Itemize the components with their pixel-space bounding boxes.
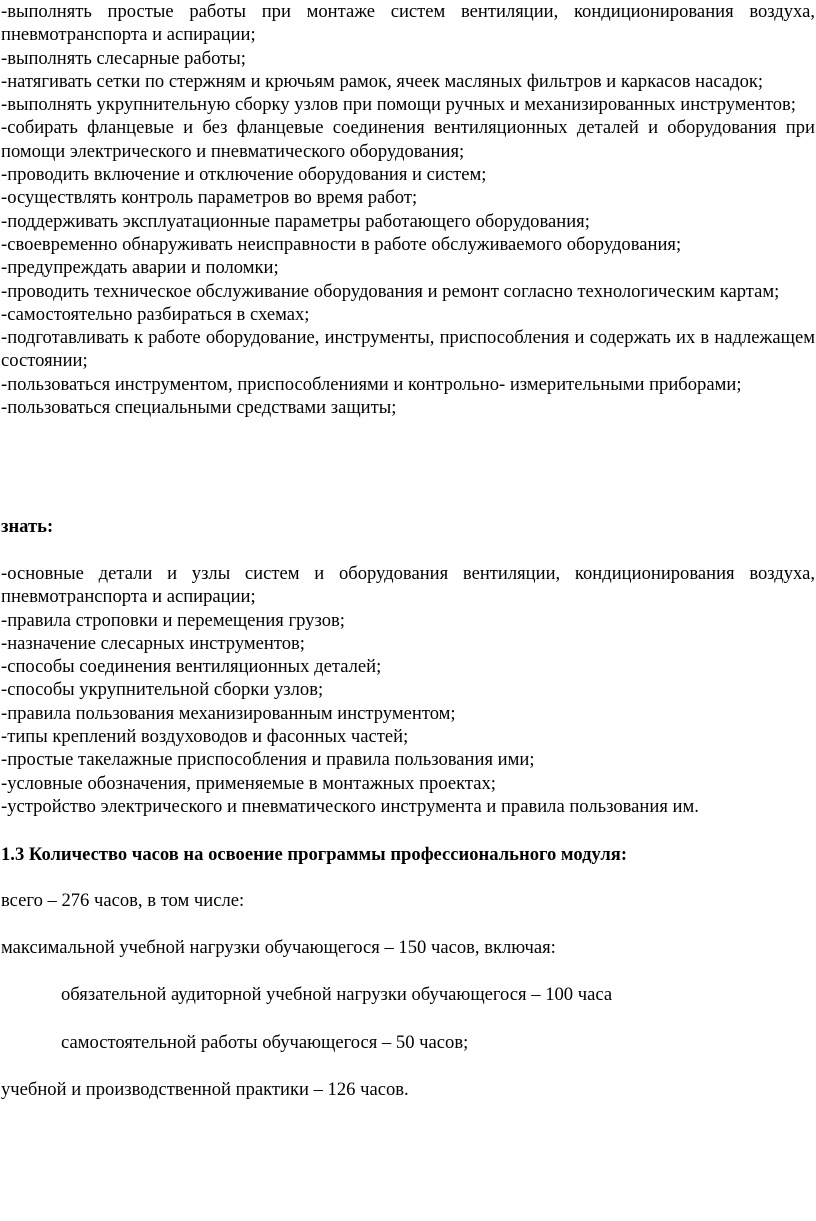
list-item: -правила пользования механизированным инструментом; (1, 702, 456, 724)
list-item: -собирать фланцевые и без фланцевые соединения вентиляционных деталей и оборудования при помощи электрического и пневматического оборудования; (1, 117, 815, 162)
list-item: -правила строповки и перемещения грузов; (1, 609, 345, 631)
list-item: -способы соединения вентиляционных деталей; (1, 656, 382, 678)
list-item: -проводить техническое обслуживание оборудования и ремонт согласно технологическим картам; (1, 280, 780, 302)
list-item: -устройство электрического и пневматического инструмента и правила пользования им. (1, 795, 699, 817)
list-item: -простые такелажные приспособления и правила пользования ими; (1, 749, 535, 771)
list-item: -выполнять простые работы при монтаже систем вентиляции, кондиционирования воздуха, пневмотранспорта и аспирации; (1, 1, 815, 46)
hours-max-load: максимальной учебной нагрузки обучающегося – 150 часов, включая: (1, 937, 556, 958)
know-heading: знать: (1, 516, 54, 537)
list-item: -самостоятельно разбираться в схемах; (1, 303, 310, 325)
list-item: -предупреждать аварии и поломки; (1, 257, 279, 279)
list-item: -типы креплений воздуховодов и фасонных частей; (1, 726, 409, 748)
knowledge-list (1, 562, 815, 818)
list-item: -условные обозначения, применяемые в монтажных проектах; (1, 772, 496, 794)
list-item: -способы укрупнительной сборки узлов; (1, 679, 324, 701)
list-item: -пользоваться инструментом, приспособлениями и контрольно- измерительными приборами; (1, 373, 742, 395)
hours-classroom: обязательной аудиторной учебной нагрузки обучающегося – 100 часа (61, 984, 613, 1005)
list-item: -подготавливать к работе оборудование, инструменты, приспособления и содержать их в надлежащем состоянии; (1, 327, 815, 372)
list-item: -выполнять слесарные работы; (1, 47, 246, 69)
list-item: -основные детали и узлы систем и оборудования вентиляции, кондиционирования воздуха, пневмотранспорта и аспирации; (1, 563, 815, 608)
list-item: -своевременно обнаруживать неисправности в работе обслуживаемого оборудования; (1, 233, 682, 255)
section-heading: 1.3 Количество часов на освоение программы профессионального модуля: (1, 844, 628, 865)
list-item: -поддерживать эксплуатационные параметры работающего оборудования; (1, 210, 590, 232)
hours-total: всего – 276 часов, в том числе: (1, 890, 245, 911)
skills-list (1, 0, 815, 419)
list-item: -пользоваться специальными средствами защиты; (1, 397, 397, 419)
list-item: -осуществлять контроль параметров во время работ; (1, 187, 418, 209)
list-item: -выполнять укрупнительную сборку узлов при помощи ручных и механизированных инструментов; (1, 94, 796, 116)
list-item: -проводить включение и отключение оборудования и систем; (1, 164, 487, 186)
list-item: -назначение слесарных инструментов; (1, 632, 305, 654)
hours-self-study: самостоятельной работы обучающегося – 50 часов; (61, 1032, 469, 1053)
list-item: -натягивать сетки по стержням и крючьям рамок, ячеек масляных фильтров и каркасов насадок; (1, 70, 764, 92)
hours-practice: учебной и производственной практики – 126 часов. (1, 1079, 409, 1100)
